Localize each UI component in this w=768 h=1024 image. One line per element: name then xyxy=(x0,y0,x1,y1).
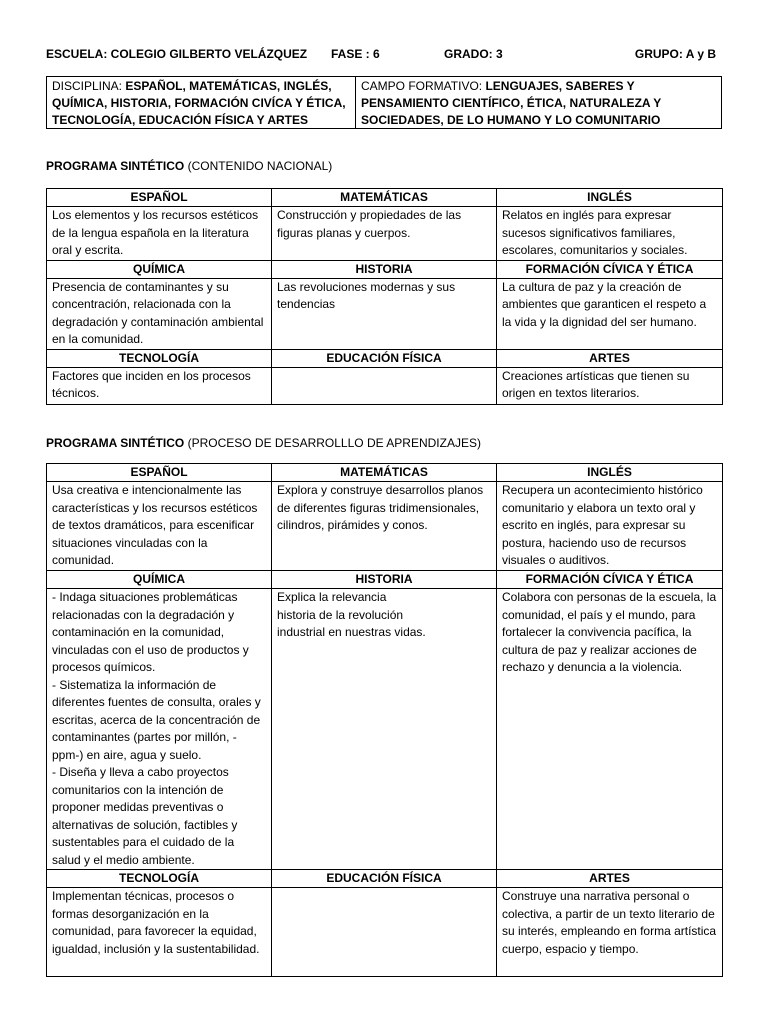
subject-header: INGLÉS xyxy=(497,464,723,482)
subject-header: HISTORIA xyxy=(272,571,497,589)
table-cell: Construye una narrativa personal o colectiva, a partir de un texto literario de su interés, empleando en forma artística cuerpo, espacio y tiempo. xyxy=(497,888,723,977)
table-cell: Colabora con personas de la escuela, la comunidad, el país y el mundo, para fortalecer la convivencia pacífica, la cultura de paz y realizar acciones de rechazo y denuncia a la violencia. xyxy=(497,589,723,870)
table-cell: Relatos en inglés para expresar sucesos significativos familiares, escolares, comunitarios y sociales. xyxy=(497,207,723,261)
table-row xyxy=(47,367,723,404)
section-subtitle: (CONTENIDO NACIONAL) xyxy=(184,159,333,173)
table-row xyxy=(47,482,723,571)
subject-header: ARTES xyxy=(497,870,723,888)
table-header-row xyxy=(47,349,723,367)
learning-process-table xyxy=(46,463,723,977)
formative-field-cell xyxy=(356,77,721,128)
subject-header: HISTORIA xyxy=(272,260,497,278)
subject-header: QUÍMICA xyxy=(47,260,272,278)
table-header-row xyxy=(47,464,723,482)
table-row xyxy=(47,888,723,977)
table-cell: Explora y construye desarrollos planos de diferentes figuras tridimensionales, cilindros, pirámides y conos. xyxy=(272,482,497,571)
table-cell: - Indaga situaciones problemáticas relacionadas con la degradación y contaminación en la comunidad, vinculadas con el uso de productos y procesos químicos. - Sistematiza la información de diferentes fuentes de consulta, orales y escritas, acerca de la concentración de contaminantes (partes por millón, -ppm-) en aire, agua y suelo. - Diseña y lleva a cabo proyectos comunitarios con la intención de proponer medidas preventivas o alternativas de solución, factibles y sustentables para el cuidado de la salud y el medio ambiente. xyxy=(47,589,272,870)
subject-header: ESPAÑOL xyxy=(47,189,272,207)
national-content-table xyxy=(46,188,723,405)
table-header-row xyxy=(47,870,723,888)
school-header xyxy=(46,47,716,63)
subject-header: INGLÉS xyxy=(497,189,723,207)
table-cell xyxy=(272,888,497,977)
section-title-learning xyxy=(46,436,481,450)
table-cell: Implementan técnicas, procesos o formas desorganización en la comunidad, para favorecer la equidad, igualdad, inclusión y la sustentabilidad. xyxy=(47,888,272,977)
subject-header: EDUCACIÓN FÍSICA xyxy=(272,870,497,888)
discipline-label: DISCIPLINA: xyxy=(52,79,126,93)
section-subtitle: (PROCESO DE DESARROLLLO DE APRENDIZAJES) xyxy=(184,436,481,450)
subject-header: ESPAÑOL xyxy=(47,464,272,482)
table-cell xyxy=(272,367,497,404)
table-row xyxy=(47,589,723,870)
table-cell: Explica la relevancia historia de la revolución industrial en nuestras vidas. xyxy=(272,589,497,870)
subject-header: MATEMÁTICAS xyxy=(272,189,497,207)
school-name: ESCUELA: COLEGIO GILBERTO VELÁZQUEZ xyxy=(46,47,308,61)
formative-field-value: LENGUAJES, SABERES Y PENSAMIENTO CIENTÍFICO, ÉTICA, NATURALEZA Y SOCIEDADES, DE LO HUMANO Y LO COMUNITARIO xyxy=(361,79,662,127)
subject-header: ARTES xyxy=(497,349,723,367)
table-header-row xyxy=(47,260,723,278)
subject-header: TECNOLOGÍA xyxy=(47,349,272,367)
subject-header: FORMACIÓN CÍVICA Y ÉTICA xyxy=(497,260,723,278)
section-title-national xyxy=(46,159,332,173)
table-cell: Factores que inciden en los procesos técnicos. xyxy=(47,367,272,404)
subject-header: QUÍMICA xyxy=(47,571,272,589)
subject-header: MATEMÁTICAS xyxy=(272,464,497,482)
table-header-row xyxy=(47,571,723,589)
table-cell: Construcción y propiedades de las figuras planas y cuerpos. xyxy=(272,207,497,261)
table-row xyxy=(47,278,723,349)
discipline-value: ESPAÑOL, MATEMÁTICAS, INGLÉS, QUÍMICA, HISTORIA, FORMACIÓN CIVÍCA Y ÉTICA, TECNOLOGÍA, EDUCACIÓN FÍSICA Y ARTES xyxy=(52,79,346,127)
subject-header: TECNOLOGÍA xyxy=(47,870,272,888)
group-label: GRUPO: A y B xyxy=(634,47,716,61)
table-cell: La cultura de paz y la creación de ambientes que garanticen el respeto a la vida y la dignidad del ser humano. xyxy=(497,278,723,349)
table-cell: Los elementos y los recursos estéticos de la lengua española en la literatura oral y escrita. xyxy=(47,207,272,261)
subject-header: EDUCACIÓN FÍSICA xyxy=(272,349,497,367)
table-cell: Las revoluciones modernas y sus tendencias xyxy=(272,278,497,349)
formative-field-label: CAMPO FORMATIVO: xyxy=(361,79,486,93)
phase-label: FASE : 6 xyxy=(331,47,380,61)
subject-header: FORMACIÓN CÍVICA Y ÉTICA xyxy=(497,571,723,589)
table-cell: Usa creativa e intencionalmente las características y los recursos estéticos de textos dramáticos, para escenificar situaciones vinculadas con la comunidad. xyxy=(47,482,272,571)
grade-label: GRADO: 3 xyxy=(444,47,503,61)
section-title-main: PROGRAMA SINTÉTICO xyxy=(46,436,185,450)
table-cell: Creaciones artísticas que tienen su origen en textos literarios. xyxy=(497,367,723,404)
section-title-main: PROGRAMA SINTÉTICO xyxy=(46,159,185,173)
table-cell: Presencia de contaminantes y su concentración, relacionada con la degradación y contaminación ambiental en la comunidad. xyxy=(47,278,272,349)
discipline-box xyxy=(46,76,722,129)
table-header-row xyxy=(47,189,723,207)
table-row xyxy=(47,207,723,261)
table-cell: Recupera un acontecimiento histórico comunitario y elabora un texto oral y escrito en inglés, para expresar su postura, haciendo uso de recursos visuales o auditivos. xyxy=(497,482,723,571)
discipline-cell xyxy=(47,77,356,128)
